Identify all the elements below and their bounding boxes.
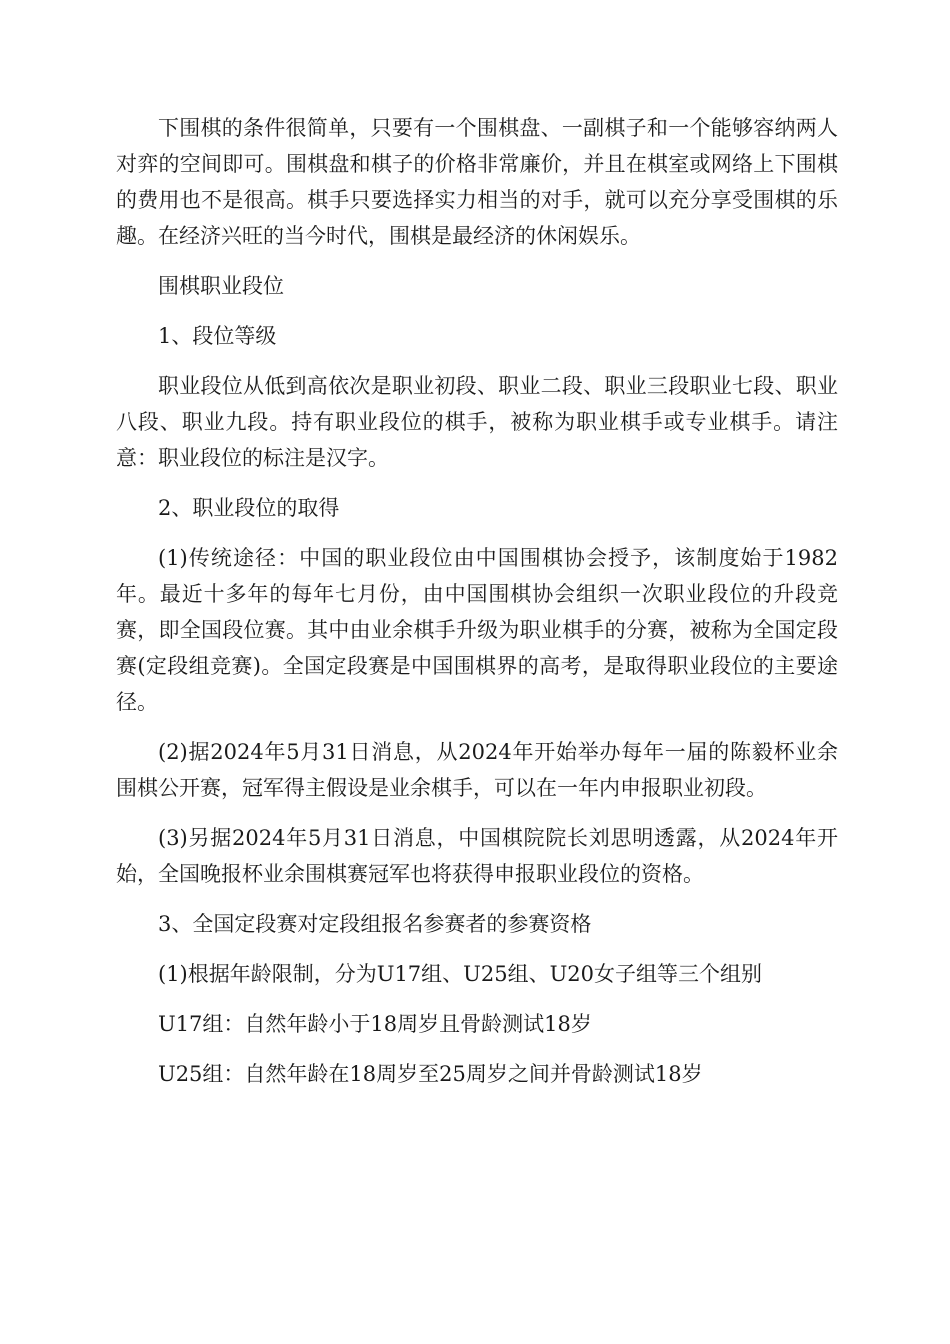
paragraph-chenyi-cup: (2)据2024年5月31日消息，从2024年开始举办每年一届的陈毅杯业余围棋公开赛，冠军得主假设是业余棋手，可以在一年内申报职业初段。 bbox=[116, 740, 838, 800]
u17-group-line: U17组：自然年龄小于18周岁且骨龄测试18岁 bbox=[158, 1012, 592, 1036]
u25-group-line: U25组：自然年龄在18周岁至25周岁之间并骨龄测试18岁 bbox=[158, 1062, 703, 1086]
subsection-title-2: 2、职业段位的取得 bbox=[158, 496, 340, 520]
paragraph-traditional-path: (1)传统途径：中国的职业段位由中国围棋协会授予，该制度始于1982年。最近十多年的每年七月份，由中国围棋协会组织一次职业段位的升段竞赛，即全国段位赛。其中由业余棋手升级为职业棋手的分赛，被称为全国定段赛(定段组竞赛)。全国定段赛是中国围棋界的高考，是取得职业段位的主要途径。 bbox=[116, 546, 838, 714]
paragraph-intro: 下围棋的条件很简单，只要有一个围棋盘、一副棋子和一个能够容纳两人对弈的空间即可。围棋盘和棋子的价格非常廉价，并且在棋室或网络上下围棋的费用也不是很高。棋手只要选择实力相当的对手，就可以充分享受围棋的乐趣。在经济兴旺的当今时代，围棋是最经济的休闲娱乐。 bbox=[116, 116, 838, 248]
age-groups-line: (1)根据年龄限制，分为U17组、U25组、U20女子组等三个组别 bbox=[158, 962, 763, 986]
section-title: 围棋职业段位 bbox=[158, 274, 284, 298]
subsection-title-3: 3、全国定段赛对定段组报名参赛者的参赛资格 bbox=[158, 912, 592, 936]
paragraph-wanbao-cup: (3)另据2024年5月31日消息，中国棋院院长刘思明透露，从2024年开始，全国晚报杯业余围棋赛冠军也将获得申报职业段位的资格。 bbox=[116, 826, 838, 886]
paragraph-ranks: 职业段位从低到高依次是职业初段、职业二段、职业三段职业七段、职业八段、职业九段。持有职业段位的棋手，被称为职业棋手或专业棋手。请注意：职业段位的标注是汉字。 bbox=[116, 374, 838, 470]
subsection-title-1: 1、段位等级 bbox=[158, 324, 277, 348]
document-page bbox=[116, 110, 838, 1106]
